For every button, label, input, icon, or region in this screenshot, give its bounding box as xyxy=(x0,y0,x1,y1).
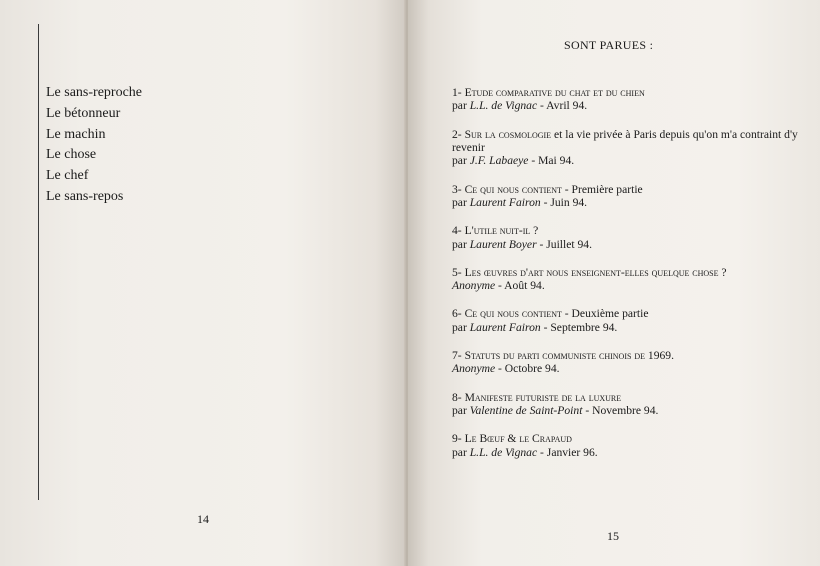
list-item: 3- Ce qui nous contient - Première partie par Laurent Fairon - Juin 94. xyxy=(452,182,643,210)
right-page xyxy=(408,0,820,566)
left-list xyxy=(46,83,142,208)
entry-title: Les œuvres d'art nous enseignent-elles quelque chose ? xyxy=(464,265,727,279)
entry-date: - Mai 94. xyxy=(531,154,575,168)
list-item: 8- Manifeste futuriste de la luxure par Valentine de Saint-Point - Novembre 94. xyxy=(452,390,659,418)
entry-title: Manifeste futuriste de la luxure xyxy=(464,390,622,404)
entry-title: Ce qui nous contient xyxy=(464,307,562,321)
entry-author: L.L. de Vignac xyxy=(469,99,538,113)
entry-date: - Avril 94. xyxy=(540,99,588,113)
entry-title: L'utile nuit-il ? xyxy=(464,224,539,238)
vertical-rule xyxy=(38,24,39,500)
list-item: 1- Etude comparative du chat et du chien par L.L. de Vignac - Avril 94. xyxy=(452,86,645,113)
entry-title: Le Bœuf & le Crapaud xyxy=(464,432,572,446)
list-item: 7- Statuts du parti communiste chinois de 1969. Anonyme - Octobre 94. xyxy=(452,349,674,376)
entry-title: Statuts du parti communiste chinois de 1969. xyxy=(464,349,674,363)
left-page xyxy=(0,0,408,566)
list-item: 5- Les œuvres d'art nous enseignent-elles quelque chose ? Anonyme - Août 94. xyxy=(452,265,727,293)
list-item: Le sans-repos xyxy=(46,188,124,204)
page-number-left: 14 xyxy=(197,512,209,526)
page-number-right: 15 xyxy=(607,529,619,543)
list-item: 6- Ce qui nous contient - Deuxième partie par Laurent Fairon - Septembre 94. xyxy=(452,307,649,334)
entry-author: Laurent Fairon xyxy=(469,196,541,210)
entry-date: - Juillet 94. xyxy=(539,237,592,251)
list-item: Le bétonneur xyxy=(46,105,121,121)
list-item: 4- L'utile nuit-il ? par Laurent Boyer - Juillet 94. xyxy=(452,224,592,251)
entry-author: Laurent Boyer xyxy=(469,237,537,251)
entry-title: Ce qui nous contient xyxy=(464,182,562,196)
entry-author: J.F. Labaeye xyxy=(469,154,529,168)
list-item: Le chose xyxy=(46,147,97,163)
entry-author: Anonyme xyxy=(452,362,496,376)
entry-date: - Août 94. xyxy=(498,279,545,293)
entry-date: - Novembre 94. xyxy=(585,404,659,418)
page-title: SONT PARUES : xyxy=(564,38,654,52)
entry-author: Anonyme xyxy=(452,279,496,293)
list-item: Le chef xyxy=(46,168,89,184)
entry-title: Sur la cosmologie xyxy=(464,127,552,141)
list-item: 9- Le Bœuf & le Crapaud par L.L. de Vignac - Janvier 96. xyxy=(452,432,598,459)
entry-author: L.L. de Vignac xyxy=(469,445,538,459)
list-item: Le machin xyxy=(46,126,106,142)
entry-title: Etude comparative du chat et du chien xyxy=(464,86,645,99)
entry-author: Valentine de Saint-Point xyxy=(469,404,583,418)
entry-date: - Janvier 96. xyxy=(540,445,598,459)
list-item: Le sans-reproche xyxy=(46,85,143,100)
entry-date: - Juin 94. xyxy=(543,196,588,210)
entry-author: Laurent Fairon xyxy=(469,320,541,334)
list-item: 2- Sur la cosmologie et la vie privée à Paris depuis qu'on m'a contraint d'y revenir par J.F. Labaeye - Mai 94. xyxy=(452,127,798,168)
entry-date: - Septembre 94. xyxy=(543,320,618,334)
publication-list xyxy=(452,86,802,474)
entry-date: - Octobre 94. xyxy=(498,362,560,376)
